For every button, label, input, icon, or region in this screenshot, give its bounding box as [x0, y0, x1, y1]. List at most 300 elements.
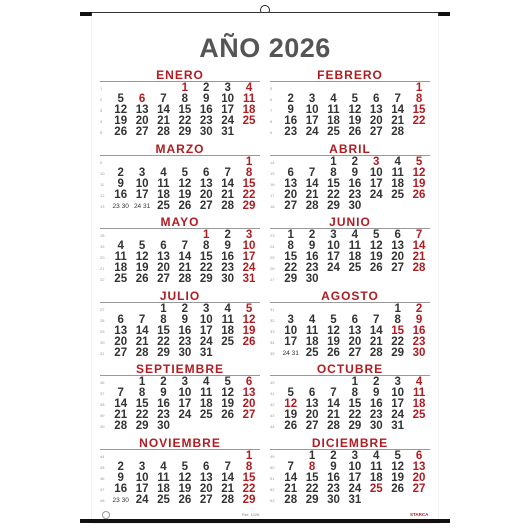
week-row: [100, 473, 260, 484]
week-number: 30: [100, 339, 105, 345]
day-cell: 9: [203, 93, 210, 105]
day-cell: 6: [203, 166, 210, 179]
day-cell: 3: [203, 302, 210, 315]
day-cell: 1: [287, 229, 294, 241]
day-cell: 1: [330, 155, 337, 168]
day-cell: 29: [284, 273, 298, 285]
day-cell: 29: [135, 420, 149, 432]
day-cell: 20: [199, 188, 213, 201]
day-cell: 10: [327, 240, 340, 252]
day-cell: 1: [245, 155, 253, 168]
day-cell: 31: [242, 273, 256, 285]
month-diciembre: [270, 434, 430, 508]
day-cell: 27: [157, 273, 170, 285]
day-cell: 10: [242, 240, 256, 252]
day-cell: 3: [138, 166, 146, 179]
week-row: [270, 473, 430, 484]
week-row: [100, 315, 260, 326]
day-cell: 15: [305, 471, 319, 484]
day-cell: 7: [308, 166, 316, 179]
day-cell: 13: [135, 104, 149, 116]
day-cell: 18: [242, 104, 256, 116]
week-row: [270, 348, 430, 359]
day-cell: 6: [117, 313, 124, 326]
week-number: 46: [100, 475, 105, 481]
day-cell: 6: [287, 166, 294, 179]
day-cell: 8: [181, 93, 189, 105]
month-header: [100, 66, 260, 80]
day-cell: 25: [412, 409, 426, 421]
day-cell: 18: [369, 471, 383, 484]
split-date: 24 31: [282, 350, 299, 357]
day-cell: 23: [305, 262, 319, 274]
day-cell: 7: [330, 387, 337, 399]
day-cell: 7: [224, 460, 231, 473]
week-number: 16: [270, 181, 275, 187]
day-cell: 11: [200, 387, 213, 399]
day-cell: 2: [415, 302, 423, 315]
week-row: [270, 201, 430, 212]
month-header: [100, 360, 260, 374]
day-cell: 30: [178, 346, 192, 359]
week-number: 24: [270, 244, 275, 249]
week-number: 20: [100, 255, 105, 260]
week-number: 9: [270, 130, 273, 135]
month-febrero: [270, 66, 430, 140]
day-cell: 25: [221, 335, 235, 348]
day-cell: 28: [221, 199, 235, 212]
week-number: 18: [100, 233, 105, 238]
week-number: 37: [100, 391, 105, 396]
day-cell: 15: [242, 177, 256, 190]
day-cell: 16: [157, 398, 170, 410]
day-cell: 20: [114, 335, 128, 348]
month-name: ENERO: [156, 68, 204, 82]
week-number: 19: [100, 244, 105, 249]
day-cell: 10: [305, 104, 319, 116]
day-cell: 13: [242, 387, 256, 399]
day-cell: 1: [394, 302, 401, 315]
day-cell: 7: [394, 93, 401, 105]
week-row: [100, 201, 260, 212]
day-cell: 10: [178, 387, 192, 399]
day-cell: 7: [160, 93, 167, 105]
week-row: [270, 190, 430, 201]
month-marzo: [100, 140, 260, 214]
day-cell: 6: [160, 240, 167, 252]
day-cell: 13: [412, 460, 426, 473]
month-header: [270, 287, 430, 301]
day-cell: 20: [391, 251, 405, 263]
month-name: FEBRERO: [317, 68, 383, 82]
day-cell: 30: [157, 420, 170, 432]
day-cell: 8: [415, 93, 423, 105]
day-cell: 16: [327, 471, 340, 484]
day-cell: 21: [114, 409, 128, 421]
day-cell: 31: [391, 420, 405, 432]
day-cell: 19: [327, 335, 340, 348]
day-cell: 16: [221, 251, 235, 263]
week-number: 29: [100, 328, 105, 334]
week-number: 22: [100, 277, 105, 282]
month-header: [270, 434, 430, 448]
split-date: 23 30: [112, 203, 129, 210]
week-row: [100, 230, 260, 241]
day-cell: 15: [391, 324, 405, 337]
day-cell: 11: [391, 166, 404, 179]
month-days-grid: [270, 304, 430, 359]
week-row: [100, 83, 260, 94]
day-cell: 28: [157, 126, 170, 138]
day-cell: 26: [221, 409, 235, 421]
day-cell: 4: [373, 449, 380, 462]
day-cell: 28: [221, 493, 235, 506]
day-cell: 26: [412, 188, 426, 201]
week-number: 26: [270, 266, 275, 271]
day-cell: 18: [199, 398, 213, 410]
day-cell: [131, 200, 152, 212]
day-cell: 12: [284, 398, 298, 410]
day-cell: 22: [157, 335, 170, 348]
week-number: 40: [270, 380, 275, 385]
day-cell: 14: [157, 104, 170, 116]
day-cell: 19: [242, 324, 256, 337]
footer-brand-logo: STARCA: [410, 512, 429, 517]
month-septiembre: [100, 360, 260, 434]
day-cell: 14: [412, 240, 426, 252]
week-number: 10: [100, 170, 105, 176]
day-cell: 15: [178, 104, 192, 116]
day-cell: 25: [157, 199, 170, 212]
day-cell: 28: [412, 262, 426, 274]
day-cell: 28: [114, 420, 128, 432]
week-number: 31: [100, 350, 105, 356]
day-cell: 24: [348, 482, 362, 495]
day-cell: 14: [221, 471, 235, 484]
day-cell: 8: [138, 387, 146, 399]
week-row: [100, 190, 260, 201]
week-row: [100, 421, 260, 432]
week-number: 42: [270, 402, 275, 407]
day-cell: 28: [391, 126, 405, 138]
day-cell: 25: [242, 115, 256, 127]
day-cell: 1: [160, 302, 167, 315]
day-cell: 9: [117, 177, 124, 190]
day-cell: 16: [178, 324, 192, 337]
day-cell: 25: [391, 188, 405, 201]
week-number: 6: [270, 97, 273, 102]
day-cell: 16: [305, 251, 319, 263]
day-cell: 20: [199, 482, 213, 495]
day-cell: 21: [284, 482, 298, 495]
day-cell: 9: [287, 104, 294, 116]
day-cell: 31: [348, 493, 362, 506]
day-cell: 9: [160, 387, 167, 399]
day-cell: 31: [221, 126, 235, 138]
day-cell: 20: [135, 115, 149, 127]
day-cell: 17: [135, 482, 149, 495]
day-cell: 27: [284, 199, 298, 212]
day-cell: 8: [160, 313, 167, 326]
month-header: [270, 360, 430, 374]
day-cell: 18: [221, 324, 235, 337]
day-cell: 28: [369, 346, 383, 359]
week-number: 45: [100, 464, 105, 470]
day-cell: 18: [157, 188, 170, 201]
day-cell: 3: [181, 376, 189, 388]
day-cell: 22: [199, 262, 213, 274]
month-header: [100, 287, 260, 301]
week-row: [270, 484, 430, 495]
day-cell: 29: [391, 346, 405, 359]
week-number: 23: [270, 233, 275, 238]
day-cell: 24: [242, 262, 256, 274]
week-number: 28: [100, 317, 105, 323]
day-cell: 23: [199, 115, 213, 127]
day-cell: 4: [351, 229, 359, 241]
day-cell: 6: [245, 376, 253, 388]
week-row: [100, 451, 260, 462]
week-number: 3: [100, 108, 103, 113]
day-cell: 2: [308, 229, 316, 241]
calendar-poster: [92, 13, 438, 523]
day-cell: 18: [348, 251, 362, 263]
week-row: [270, 179, 430, 190]
month-name: SEPTIEMBRE: [135, 362, 224, 376]
calendar-title: AÑO 2026: [199, 33, 331, 63]
day-cell: 29: [242, 199, 256, 212]
day-cell: 22: [305, 482, 319, 495]
day-cell: 21: [327, 409, 340, 421]
day-cell: 9: [373, 387, 380, 399]
day-cell: 6: [373, 93, 380, 105]
day-cell: 27: [242, 409, 256, 421]
day-cell: 7: [373, 313, 380, 326]
day-cell: 15: [412, 104, 426, 116]
day-cell: 11: [242, 93, 256, 105]
month-name: AGOSTO: [321, 288, 379, 303]
day-cell: 14: [178, 251, 192, 263]
day-cell: 22: [242, 482, 256, 495]
day-cell: 4: [245, 82, 253, 94]
month-name: MAYO: [160, 215, 200, 229]
day-cell: 5: [351, 93, 359, 105]
day-cell: 6: [203, 460, 210, 473]
day-cell: 9: [181, 313, 189, 326]
split-date: 23 30: [112, 497, 129, 504]
months-grid: [100, 66, 430, 507]
day-cell: 21: [412, 251, 426, 263]
week-row: [270, 83, 430, 94]
day-cell: 27: [199, 199, 213, 212]
day-cell: 8: [245, 460, 253, 473]
month-days-grid: [100, 230, 260, 285]
day-cell: 22: [327, 188, 340, 201]
day-cell: 3: [373, 155, 380, 168]
day-cell: 18: [114, 262, 128, 274]
week-row: [100, 484, 260, 495]
month-header: [100, 140, 260, 154]
day-cell: 7: [181, 240, 189, 252]
day-cell: 7: [287, 460, 294, 473]
day-cell: 2: [330, 449, 337, 462]
day-cell: 8: [330, 166, 337, 179]
day-cell: 12: [369, 240, 383, 252]
day-cell: [280, 347, 301, 359]
day-cell: 30: [412, 346, 426, 359]
day-cell: 15: [284, 251, 298, 263]
week-number: 34: [270, 339, 275, 345]
day-cell: 19: [284, 409, 298, 421]
week-row: [270, 451, 430, 462]
week-row: [270, 127, 430, 138]
day-cell: 8: [351, 387, 359, 399]
day-cell: [110, 200, 131, 212]
day-cell: 15: [157, 324, 170, 337]
day-cell: 27: [305, 420, 319, 432]
day-cell: 10: [284, 324, 298, 337]
week-number: 39: [100, 413, 105, 418]
week-number: 17: [270, 192, 275, 198]
day-cell: 1: [181, 82, 189, 94]
week-row: [270, 495, 430, 506]
day-cell: 4: [224, 302, 231, 315]
day-cell: 5: [138, 240, 146, 252]
week-number: 41: [270, 391, 275, 396]
month-days-grid: [270, 157, 430, 212]
day-cell: 3: [245, 229, 253, 241]
day-cell: 6: [308, 387, 316, 399]
day-cell: 27: [135, 126, 149, 138]
day-cell: 12: [242, 313, 256, 326]
day-cell: 4: [308, 313, 316, 326]
day-cell: 4: [160, 460, 167, 473]
month-header: [100, 434, 260, 448]
bottom-hanging-rod: [80, 519, 450, 523]
day-cell: 13: [199, 471, 213, 484]
day-cell: 18: [327, 115, 340, 127]
week-number: 44: [100, 453, 105, 459]
day-cell: 21: [178, 262, 192, 274]
week-row: [100, 179, 260, 190]
day-cell: 29: [348, 420, 362, 432]
day-cell: 13: [157, 251, 170, 263]
day-cell: 11: [370, 460, 383, 473]
day-cell: 1: [245, 449, 253, 462]
month-days-grid: [270, 451, 430, 506]
day-cell: 9: [330, 460, 337, 473]
day-cell: 2: [224, 229, 231, 241]
week-row: [270, 168, 430, 179]
day-cell: 28: [305, 199, 319, 212]
day-cell: 21: [135, 335, 149, 348]
day-cell: 16: [114, 188, 128, 201]
month-name: JULIO: [159, 288, 201, 303]
day-cell: 14: [221, 177, 235, 190]
day-cell: 9: [415, 313, 423, 326]
day-cell: 23: [221, 262, 235, 274]
month-noviembre: [100, 434, 260, 508]
day-cell: 2: [351, 155, 359, 168]
day-cell: 19: [369, 251, 383, 263]
day-cell: 12: [221, 387, 235, 399]
day-cell: 5: [181, 166, 189, 179]
day-cell: 13: [114, 324, 128, 337]
day-cell: 12: [135, 251, 149, 263]
day-cell: 7: [138, 313, 146, 326]
month-header: [100, 213, 260, 227]
day-cell: 20: [284, 188, 298, 201]
week-number: 21: [100, 266, 105, 271]
day-cell: 7: [224, 166, 231, 179]
day-cell: 1: [308, 449, 316, 462]
day-cell: 18: [157, 482, 170, 495]
day-cell: 26: [114, 126, 128, 138]
day-cell: 19: [178, 188, 192, 201]
day-cell: 19: [391, 471, 405, 484]
day-cell: 16: [284, 115, 298, 127]
day-cell: 22: [135, 409, 149, 421]
day-cell: 17: [348, 471, 362, 484]
day-cell: 25: [157, 493, 170, 506]
day-cell: 1: [203, 229, 210, 241]
day-cell: 1: [138, 376, 146, 388]
day-cell: 11: [348, 240, 361, 252]
day-cell: 21: [369, 335, 383, 348]
day-cell: 25: [327, 126, 340, 138]
week-row: [270, 377, 430, 388]
month-days-grid: [100, 451, 260, 506]
week-row: [100, 348, 260, 359]
day-cell: 25: [348, 262, 362, 274]
week-number: 8: [270, 119, 273, 124]
day-cell: 10: [135, 471, 149, 484]
day-cell: 25: [305, 346, 319, 359]
week-number: 36: [100, 380, 105, 385]
day-cell: 23: [348, 188, 362, 201]
day-cell: 15: [327, 177, 340, 190]
week-number: 27: [270, 277, 275, 282]
week-number: 1: [100, 86, 103, 91]
day-cell: 24: [327, 262, 340, 274]
day-cell: 29: [327, 199, 340, 212]
day-cell: 28: [135, 346, 149, 359]
day-cell: 21: [221, 482, 235, 495]
day-cell: 16: [199, 104, 213, 116]
day-cell: 6: [415, 449, 423, 462]
day-cell: 30: [305, 273, 319, 285]
week-number: 32: [270, 317, 275, 323]
day-cell: 27: [391, 262, 405, 274]
week-row: [270, 326, 430, 337]
day-cell: 14: [305, 177, 319, 190]
day-cell: 23: [178, 335, 192, 348]
day-cell: 22: [178, 115, 192, 127]
week-row: [270, 304, 430, 315]
day-cell: 9: [117, 471, 124, 484]
day-cell: 5: [415, 155, 423, 168]
day-cell: 9: [308, 240, 316, 252]
day-cell: 21: [221, 188, 235, 201]
week-number: 18: [270, 203, 275, 209]
day-cell: 11: [306, 324, 319, 337]
month-junio: [270, 213, 430, 287]
day-cell: 26: [284, 420, 298, 432]
day-cell: 4: [117, 240, 124, 252]
day-cell: 17: [178, 398, 192, 410]
day-cell: 15: [242, 471, 256, 484]
day-cell: 20: [305, 409, 319, 421]
